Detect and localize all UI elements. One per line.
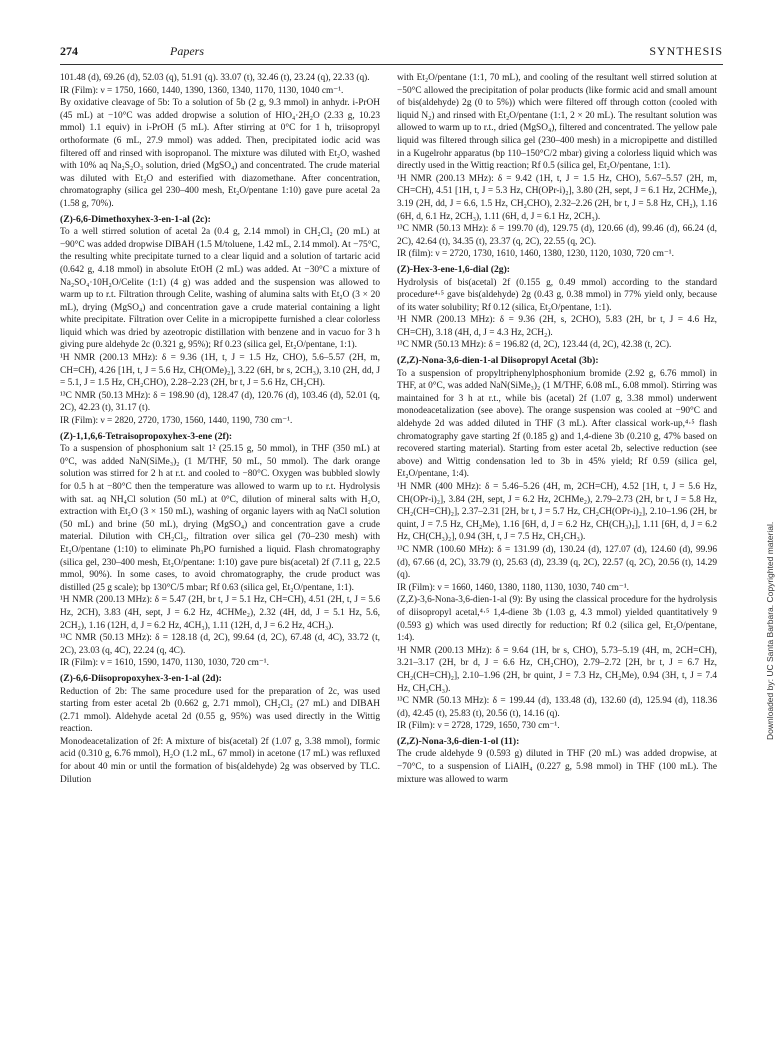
paragraph: (Z,Z)-3,6-Nona-3,6-dien-1-al (9): By using the classical procedure for the hydrolysis of diisopropyl acetal,⁴·⁵ 1,4-diene 3b (1.03 g, 4.3 mmol) yielded quantitatively 9 (0.593 g) which was used directly for reduction; Rf 0.2 (silica gel, Et₂O/pentane, 1:4). xyxy=(397,595,717,644)
paragraph: IR (Film): ν = 2728, 1729, 1650, 730 cm⁻¹. xyxy=(397,721,560,732)
right-column xyxy=(397,72,717,786)
compound-heading: (Z,Z)-Nona-3,6-dien-1-al Diisopropyl Acetal (3b): xyxy=(397,355,599,367)
paragraph: ¹H NMR (200.13 MHz): δ = 9.64 (1H, br s, CHO), 5.73–5.19 (4H, m, 2CH=CH), 3.21–3.17 (2H, br d, J = 6.6 Hz, CH₂CHO), 2.79–2.72 [2H, br t, J = 6.7 Hz, CH₂(CH=CH)₂], 2.10–1.96 (2H, br quint, J = 7.3 Hz, CH₂Me), 0.94 (3H, t, J = 7.4 Hz, CH₃CH₃). xyxy=(397,645,717,694)
paragraph: 101.48 (d), 69.26 (d), 52.03 (q), 51.91 (q). 33.07 (t), 32.46 (t), 23.24 (q), 22.33 (q). xyxy=(60,73,370,83)
compound-heading: (Z)-6,6-Dimethoxyhex-3-en-1-al (2c): xyxy=(60,213,211,225)
paragraph: ¹³C NMR (50.13 MHz): δ = 199.70 (d), 129.75 (d), 120.66 (d), 99.46 (d), 66.24 (d, 2C), 42.64 (t), 34.35 (t), 23.37 (q, 2C), 22.55 (q, 2C). xyxy=(397,224,717,247)
paragraph: Monodeacetalization of 2f: A mixture of bis(acetal) 2f (1.07 g, 3.38 mmol), formic acid (0.310 g, 6.76 mmol), H₂O (1.2 mL, 67 mmol) in acetone (17 mL) was refluxed for about 40 min or until the formation of bis(aldehyde) 2g was observed by TLC. Dilution xyxy=(60,736,380,785)
paragraph: To a suspension of propyltriphenylphosphonium bromide (2.92 g, 6.76 mmol) in THF, at 0°C, was added NaN(SiMe₃)₂ (1 M/THF, 6.08 mL, 6.08 mmol). Stirring was maintained for 3 h at r.t., while bis (acetal) 2f (1.07 g, 3.38 mmol) underwent monodeacetalization (see above). The orange suspension was cooled at −90°C and aldehyde 2d was added diluted in THF (3 mL). After classical work-up,⁴·⁵ flash chromatography gave starting 2f (0.185 g) and 1,4-diene 3b (0.210 g, 47% based on recovered starting material). Starting from ester acetal 2b, selective reduction (see above) and Wittig condensation led to 3b in 45% yield; Rf 0.59 (silica gel, Et₂O/pentane, 1:4). xyxy=(397,368,717,480)
compound-heading: (Z)-6,6-Diisopropoxyhex-3-en-1-al (2d): xyxy=(60,672,222,684)
compound-heading: (Z)-Hex-3-ene-1,6-dial (2g): xyxy=(397,263,510,275)
compound-heading: (Z,Z)-Nona-3,6-dien-1-ol (11): xyxy=(397,735,520,747)
paragraph: with Et₂O/pentane (1:1, 70 mL), and cooling of the resultant well stirred solution at −50°C allowed the precipitation of polar products (like formic acid and small amount of bis(aldehyde) 2g (0 to 5%)) which were filtered off through cotton (cooled with liquid N₂) and rinsed with Et₂O/pentane (1:1, 2 × 20 mL). The resultant solution was allowed to warm up to r.t., dried (MgSO₄), filtered and concentrated. The yellow pale liquid was filtered through silica gel (230–400 mesh) in a micropipette and distilled in a Kugelrohr apparatus (bp 110–150°C/2 mbar) giving a colorless liquid which was directly used in the Wittig reaction; Rf 0.5 (silica gel, Et₂O/pentane, 1:1). xyxy=(397,73,717,172)
paragraph: ¹³C NMR (50.13 MHz): δ = 196.82 (d, 2C), 123.44 (d, 2C), 42.38 (t, 2C). xyxy=(397,340,672,351)
paragraph: ¹H NMR (200.13 MHz): δ = 5.47 (2H, br t, J = 5.1 Hz, CH=CH), 4.51 (2H, t, J = 5.6 Hz, 2CH), 3.83 (4H, sept, J = 6.2 Hz, 4CHMe₂), 2.32 (4H, dd, J = 5.1 Hz, 5.6, 2CH₂), 1.16 (12H, d, J = 6.2 Hz, 4CH₃), 1.11 (12H, d, J = 6.2 Hz, 4CH₃). xyxy=(60,595,380,631)
paragraph: ¹³C NMR (50.13 MHz): δ = 198.90 (d), 128.47 (d), 120.76 (d), 103.46 (d), 52.01 (q, 2C), 42.23 (t), 31.17 (t). xyxy=(60,390,380,414)
paragraph: Reduction of 2b: The same procedure used for the preparation of 2c, was used starting from ester acetal 2b (0.662 g, 2.71 mmol), CH₂Cl₂ (27 mL) and DIBAH (2.71 mmol). Aldehyde acetal 2d (0.55 g, 95%) was used directly in the Wittig reaction. xyxy=(60,686,380,735)
paragraph: IR (Film): ν = 1660, 1460, 1380, 1180, 1130, 1030, 740 cm⁻¹. xyxy=(397,582,629,593)
paragraph: To a well stirred solution of acetal 2a (0.4 g, 2.14 mmol) in CH₂Cl₂ (20 mL) at −90°C was added dropwise DIBAH (1.5 M/toluene, 1.42 mL, 2.14 mmol). At −75°C, the resulting white precipitate turned to a clear liquid and a solution of tartaric acid (0.642 g, 4.18 mmol) in absolute EtOH (2 mL) was added. At −30°C a mixture of Na₂SO₄·10H₂O/Celite (1:1) (4 g) was added and the suspension was allowed to warm up to r.t. Filtration through Celite, washing of alumina salts with Et₂O (3 × 20 mL), drying (MgSO₄) and concentration gave a crude material containing a light white precipitate. Filtration over Celite in a micropipette furnished a clear colorless liquid which was dried by azeotropic distillation with benzene and in vacuo for 3 h giving pure aldehyde 2c (0.321 g, 95%); Rf 0.23 (silica gel, Et₂O/pentane, 1:1). xyxy=(60,227,380,351)
paragraph: ¹H NMR (200.13 MHz): δ = 9.42 (1H, t, J = 1.5 Hz, CHO), 5.67–5.57 (2H, m, CH=CH), 4.51 [1H, t, J = 5.3 Hz, CH(OPr-i)₂], 3.80 (2H, sept, J = 6.1 Hz, 2CHMe₂), 3.19 (2H, dd, J = 6.6, 1.5 Hz, CH₂CHO), 2.32–2.26 (2H, br t, J = 5.8 Hz, CH₂), 1.16 (6H, d, 6.1 Hz, 2CH₃), 1.11 (6H, d, J = 6.1 Hz, 2CH₃). xyxy=(397,173,717,222)
page-number: 274 xyxy=(60,44,78,58)
paragraph: Hydrolysis of bis(acetal) 2f (0.155 g, 0.49 mmol) according to the standard procedure⁴·⁵ gave bis(aldehyde) 2g (0.43 g, 0.38 mmol) in 77% yield only, because of its water solubility; Rf 0.12 (silica, Et₂O/pentane, 1:1). xyxy=(397,277,717,313)
paragraph: ¹³C NMR (50.13 MHz): δ = 199.44 (d), 133.48 (d), 132.60 (d), 125.94 (d), 118.36 (d), 42.45 (t), 25.83 (t), 20.56 (t), 14.16 (q). xyxy=(397,696,717,719)
download-watermark xyxy=(763,300,777,740)
journal-name: SYNTHESIS xyxy=(649,44,723,58)
section-label: Papers xyxy=(170,44,204,58)
left-column xyxy=(60,72,380,786)
paragraph: ¹H NMR (200.13 MHz): δ = 9.36 (1H, t, J = 1.5 Hz, CHO), 5.6–5.57 (2H, m, CH=CH), 4.26 [1H, t, J = 5.6 Hz, CH(OMe)₂], 3.22 (6H, br s, 2CH₃), 3.10 (2H, dd, J = 5.1, J = 1.5 Hz, CH₂CHO), 2.28–2.23 (2H, br t, J = 5.6 Hz, CH₂CH). xyxy=(60,353,380,389)
paragraph: To a suspension of phosphonium salt 1² (25.15 g, 50 mmol), in THF (350 mL) at 0°C, was added NaN(SiMe₃)₂ (1 M/THF, 50 mL, 50 mmol). The dark orange solution was stirred for 2 h at r.t. and cooled to −80°C. Oxygen was bubbled slowly for 0.5 h at −80°C then the temperature was allowed to warm up to r.t. Hydrolysis with sat. aq NH₄Cl solution (50 mL) at 0°C, dilution of mineral salts with H₂O, extraction with Et₂O (3 × 150 mL), washing of organic layers with aq NaCl solution (50 mL) and brine (50 mL), drying (MgSO₄) and concentration gave a crude material. Dilution with CH₂Cl₂, filtration over silica gel (70–230 mesh) with Et₂O/pentane (1:10) to eliminate Ph₃PO furnished a liquid. Flash chromatography (silica gel, 230–400 mesh, Et₂O/pentane: 1:10) gave pure bis(acetal) 2f (7.11 g, 22.5 mmol, 90%). In some cases, to avoid chromatography, the crude product was distilled (25 g scale); bp 130°C/5 mbar; Rf 0.63 (silica gel, Et₂O/pentane, 1:1). xyxy=(60,444,380,593)
paragraph: IR (Film): ν = 2820, 2720, 1730, 1560, 1440, 1190, 730 cm⁻¹. xyxy=(60,416,293,427)
paragraph: The crude aldehyde 9 (0.593 g) diluted in THF (20 mL) was added dropwise, at −70°C, to a suspension of LiAlH₄ (0.227 g, 5.98 mmol) in THF (100 mL). The mixture was allowed to warm xyxy=(397,749,717,785)
paragraph: IR (Film): ν = 1610, 1590, 1470, 1130, 1030, 720 cm⁻¹. xyxy=(60,658,269,669)
paragraph: ¹³C NMR (100.60 MHz): δ = 131.99 (d), 130.24 (d), 127.07 (d), 124.60 (d), 99.96 (d), 67.66 (d, 2C), 33.79 (t), 25.63 (d), 23.39 (q, 2C), 22.57 (q, 2C), 20.56 (t), 14.29 (q). xyxy=(397,544,717,581)
header-rule xyxy=(60,64,723,65)
running-header xyxy=(60,44,723,62)
paragraph: ¹H NMR (400 MHz): δ = 5.46–5.26 (4H, m, 2CH=CH), 4.52 [1H, t, J = 5.6 Hz, CH(OPr-i)₂], 3.84 (2H, sept, J = 6.2 Hz, 2CHMe₂), 2.79–2.73 (2H, br t, J = 5.8 Hz, CH₂(CH=CH)₂], 2.37–2.31 [2H, br t, J = 5.7 Hz, CH₂CH(OPr-i)₂], 2.10–1.96 (2H, br quint, J = 7.5 Hz, CH₂Me), 1.16 [6H, d, J = 6.2 Hz, CH(CH₃)₂], 1.11 [6H, d, J = 6.2 Hz, CH(CH₃)₂], 0.94 (3H, t, J = 7.5 Hz, CH₂CH₃). xyxy=(397,482,717,543)
paragraph: IR (film): ν = 2720, 1730, 1610, 1460, 1380, 1230, 1120, 1030, 720 cm⁻¹. xyxy=(397,249,674,260)
paragraph: ¹³C NMR (50.13 MHz): δ = 128.18 (d, 2C), 99.64 (d, 2C), 67.48 (d, 4C), 33.72 (t, 2C), 23.03 (q, 4C), 22.24 (q, 4C). xyxy=(60,633,380,656)
compound-heading: (Z)-1,1,6,6-Tetraisopropoxyhex-3-ene (2f): xyxy=(60,430,233,442)
paragraph: IR (Film): ν = 1750, 1660, 1440, 1390, 1360, 1340, 1170, 1130, 1040 cm⁻¹. xyxy=(60,85,344,96)
watermark-text: Downloaded by: UC Santa Barbara. Copyrighted material. xyxy=(765,521,775,740)
paragraph: ¹H NMR (200.13 MHz): δ = 9.36 (2H, s, 2CHO), 5.83 (2H, br t, J = 4.6 Hz, CH=CH), 3.18 (4H, d, J = 4.3 Hz, 2CH₂). xyxy=(397,315,717,338)
paragraph: By oxidative cleavage of 5b: To a solution of 5b (2 g, 9.3 mmol) in anhydr. i-PrOH (45 mL) at −10°C was added dropwise a solution of HIO₄·2H₂O (2.33 g, 10.23 mmol) 1.1 equiv) in i-PrOH (5 mL). After stirring at 0°C for 1 h, triisopropyl orthoformate (6 mL, 27.9 mmol) was added. Then, precipitated iodic acid was filtered off and rinsed with isopropanol. The mixture was diluted with Et₂O, washed with 10% aq Na₂S₂O₃ solution, dried (MgSO₄) and concentrated. The crude material was diluted with Et₂O and esterified with diazomethane. After concentration, chromatography (silica gel 230–400 mesh, Et₂O/pentane 1:10) gave pure acetal 2a (1.58 g, 70%). xyxy=(60,98,380,209)
